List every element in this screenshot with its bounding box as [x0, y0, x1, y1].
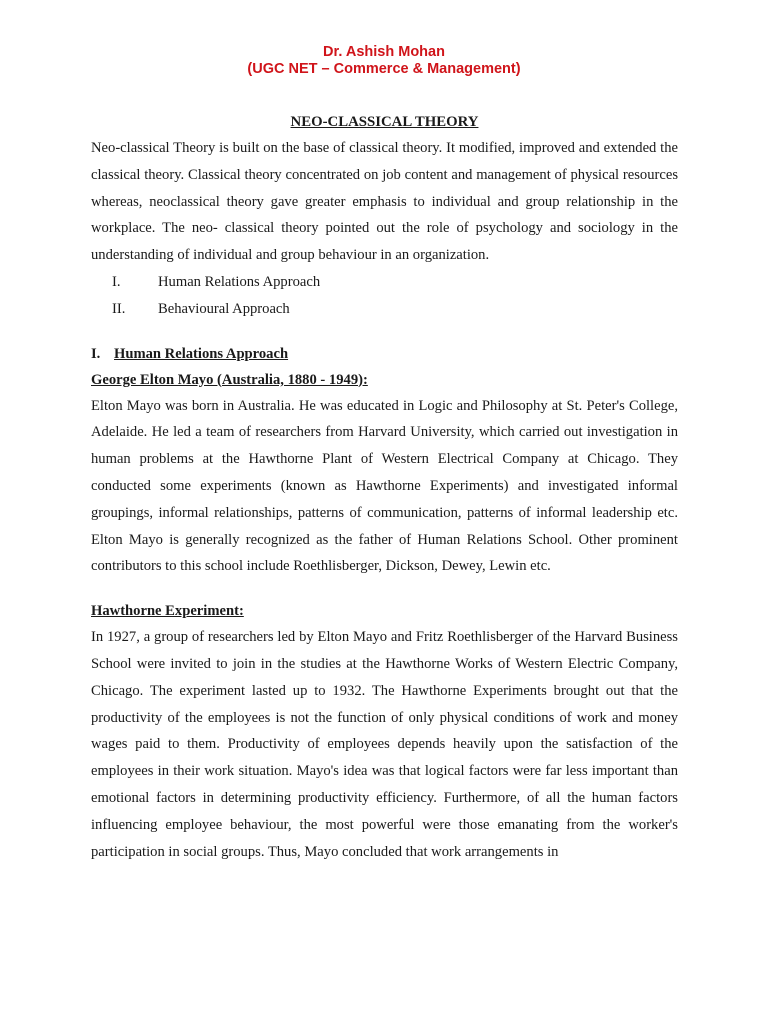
approach-list-item — [91, 269, 678, 296]
list-number: I. — [112, 273, 121, 290]
approach-list-item — [91, 296, 678, 323]
page-header — [0, 44, 768, 78]
author-subtitle: (UGC NET – Commerce & Management) — [247, 61, 521, 77]
section-heading — [91, 341, 678, 367]
list-label: Behavioural Approach — [158, 300, 290, 317]
author-name: Dr. Ashish Mohan — [323, 44, 445, 60]
hawthorne-paragraph: In 1927, a group of researchers led by Elton Mayo and Fritz Roethlisberger of the Harvard Business School were invited to join in the studies at the Hawthorne Works of Western Electric Company, Chicago. The experiment lasted up to 1932. The Hawthorne Experiments brought out that the productivity of the employees is not the function of only physical conditions of work and money wages paid to them. Productivity of employees depends heavily upon the satisfaction of the employees in their work situation. Mayo's idea was that logical factors were far less important than emotional factors in determining productivity efficiency. Furthermore, of all the human factors influencing employee behaviour, the most powerful were those emanating from the worker's participation in social groups. Thus, Mayo concluded that work arrangements in — [91, 629, 678, 860]
document-body — [91, 113, 678, 865]
subsection-heading: George Elton Mayo (Australia, 1880 - 1949): — [91, 371, 368, 388]
section-number: I. — [91, 345, 101, 362]
mayo-paragraph: Elton Mayo was born in Australia. He was educated in Logic and Philosophy at St. Peter's College, Adelaide. He led a team of researchers from Harvard University, which carried out investigation in human problems at the Hawthorne Plant of Western Electrical Company at Chicago. They conducted some experiments (known as Hawthorne Experiments) and investigated informal groupings, informal relationships, patterns of communication, patterns of informal leadership etc. Elton Mayo is generally recognized as the father of Human Relations School. Other prominent contributors to this school include Roethlisberger, Dickson, Dewey, Lewin etc. — [91, 397, 678, 575]
list-number: II. — [112, 300, 126, 317]
list-label: Human Relations Approach — [158, 273, 321, 290]
section-title: Human Relations Approach — [114, 345, 289, 362]
hawthorne-heading: Hawthorne Experiment: — [91, 603, 244, 620]
document-title: NEO-CLASSICAL THEORY — [290, 114, 479, 130]
intro-paragraph: Neo-classical Theory is built on the base of classical theory. It modified, improved and extended the classical theory. Classical theory concentrated on job content and management of physical resources whereas, neoclassical theory gave greater emphasis to individual and group relationship in the workplace. The neo- classical theory pointed out the role of psychology and sociology in the understanding of individual and group behaviour in an organization. — [91, 140, 678, 264]
